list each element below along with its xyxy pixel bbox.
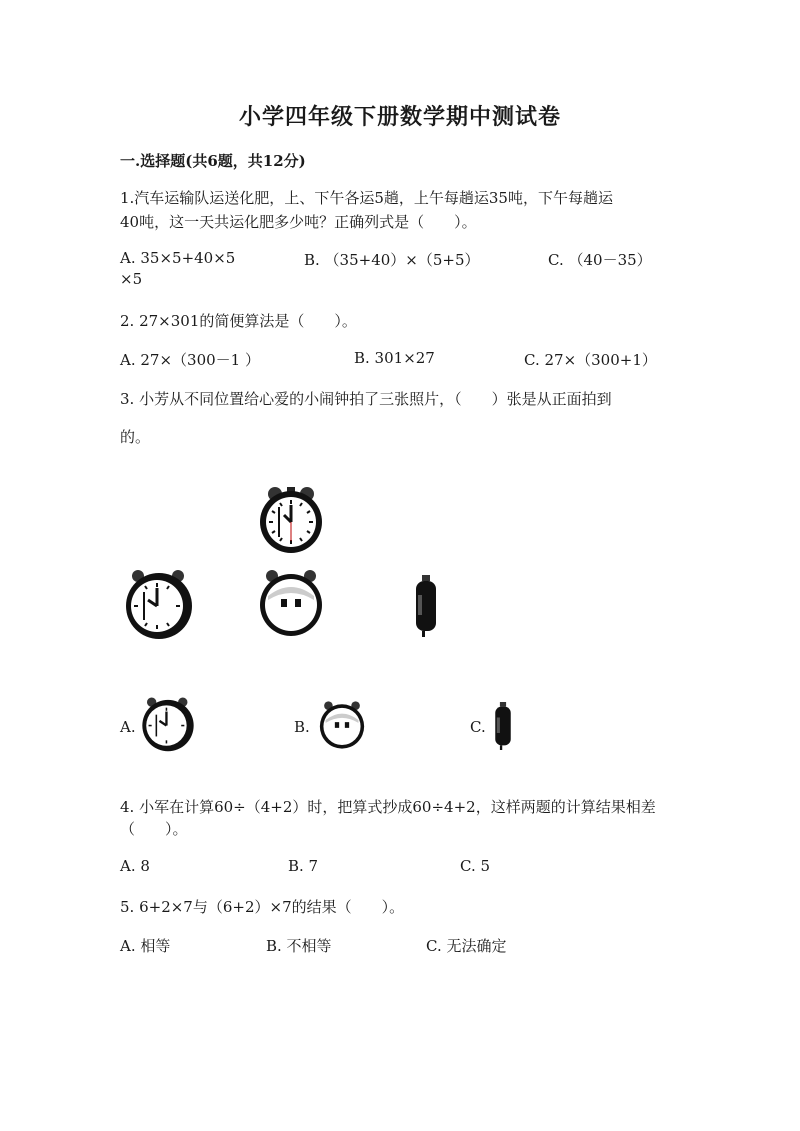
question-4-line-1: 4. 小军在计算60÷（4+2）时，把算式抄成60÷4+2，这样两题的计算结果相差 — [120, 798, 656, 816]
question-2-option-a[interactable]: A. 27×（300－1 ） — [120, 351, 260, 369]
question-1-option-a[interactable]: A. 35×5+40×5 — [120, 249, 236, 267]
option-a-clock-icon — [140, 696, 196, 752]
option-b-clock-icon — [318, 700, 366, 750]
question-4-option-b[interactable]: B. 7 — [288, 857, 319, 875]
question-2-option-c[interactable]: C. 27×（300+1） — [524, 351, 657, 369]
clock-left-view-icon — [124, 568, 194, 640]
question-1-option-c[interactable]: C. （40－35） — [548, 251, 652, 269]
question-4-line-2: （ ）。 — [120, 820, 188, 838]
question-3-option-c[interactable]: C. — [470, 718, 486, 736]
question-2-option-b[interactable]: B. 301×27 — [354, 349, 435, 367]
question-1-line-1: 1.汽车运输队运送化肥，上、下午各运5趟，上午每趟运35吨，下午每趟运 — [120, 189, 613, 207]
question-4-option-c[interactable]: C. 5 — [460, 857, 491, 875]
section-heading: 一.选择题(共6题，共12分) — [120, 152, 306, 170]
question-5-option-a[interactable]: A. 相等 — [120, 937, 171, 955]
question-1-option-c-continued: ×5 — [120, 270, 143, 288]
question-3-line-2: 的。 — [120, 428, 151, 446]
question-5-stem: 5. 6+2×7与（6+2）×7的结果（ ）。 — [120, 898, 405, 916]
question-3-line-1: 3. 小芳从不同位置给心爱的小闹钟拍了三张照片，（ ）张是从正面拍到 — [120, 390, 612, 408]
option-c-clock-icon — [492, 702, 514, 750]
question-3-option-b[interactable]: B. — [294, 718, 310, 736]
question-5-option-c[interactable]: C. 无法确定 — [426, 937, 507, 955]
page-title: 小学四年级下册数学期中测试卷 — [238, 104, 561, 130]
question-1-option-b[interactable]: B. （35+40）×（5+5） — [304, 251, 480, 269]
question-3-option-a[interactable]: A. — [120, 718, 136, 736]
question-5-option-b[interactable]: B. 不相等 — [266, 937, 332, 955]
clock-back-view-icon — [258, 568, 324, 638]
question-4-option-a[interactable]: A. 8 — [120, 857, 150, 875]
question-1-line-2: 40吨，这一天共运化肥多少吨？正确列式是（ ）。 — [120, 213, 477, 231]
clock-side-view-icon — [412, 575, 440, 637]
clock-front-view-icon — [255, 485, 327, 555]
question-2-stem: 2. 27×301的简便算法是（ ）。 — [120, 312, 357, 330]
